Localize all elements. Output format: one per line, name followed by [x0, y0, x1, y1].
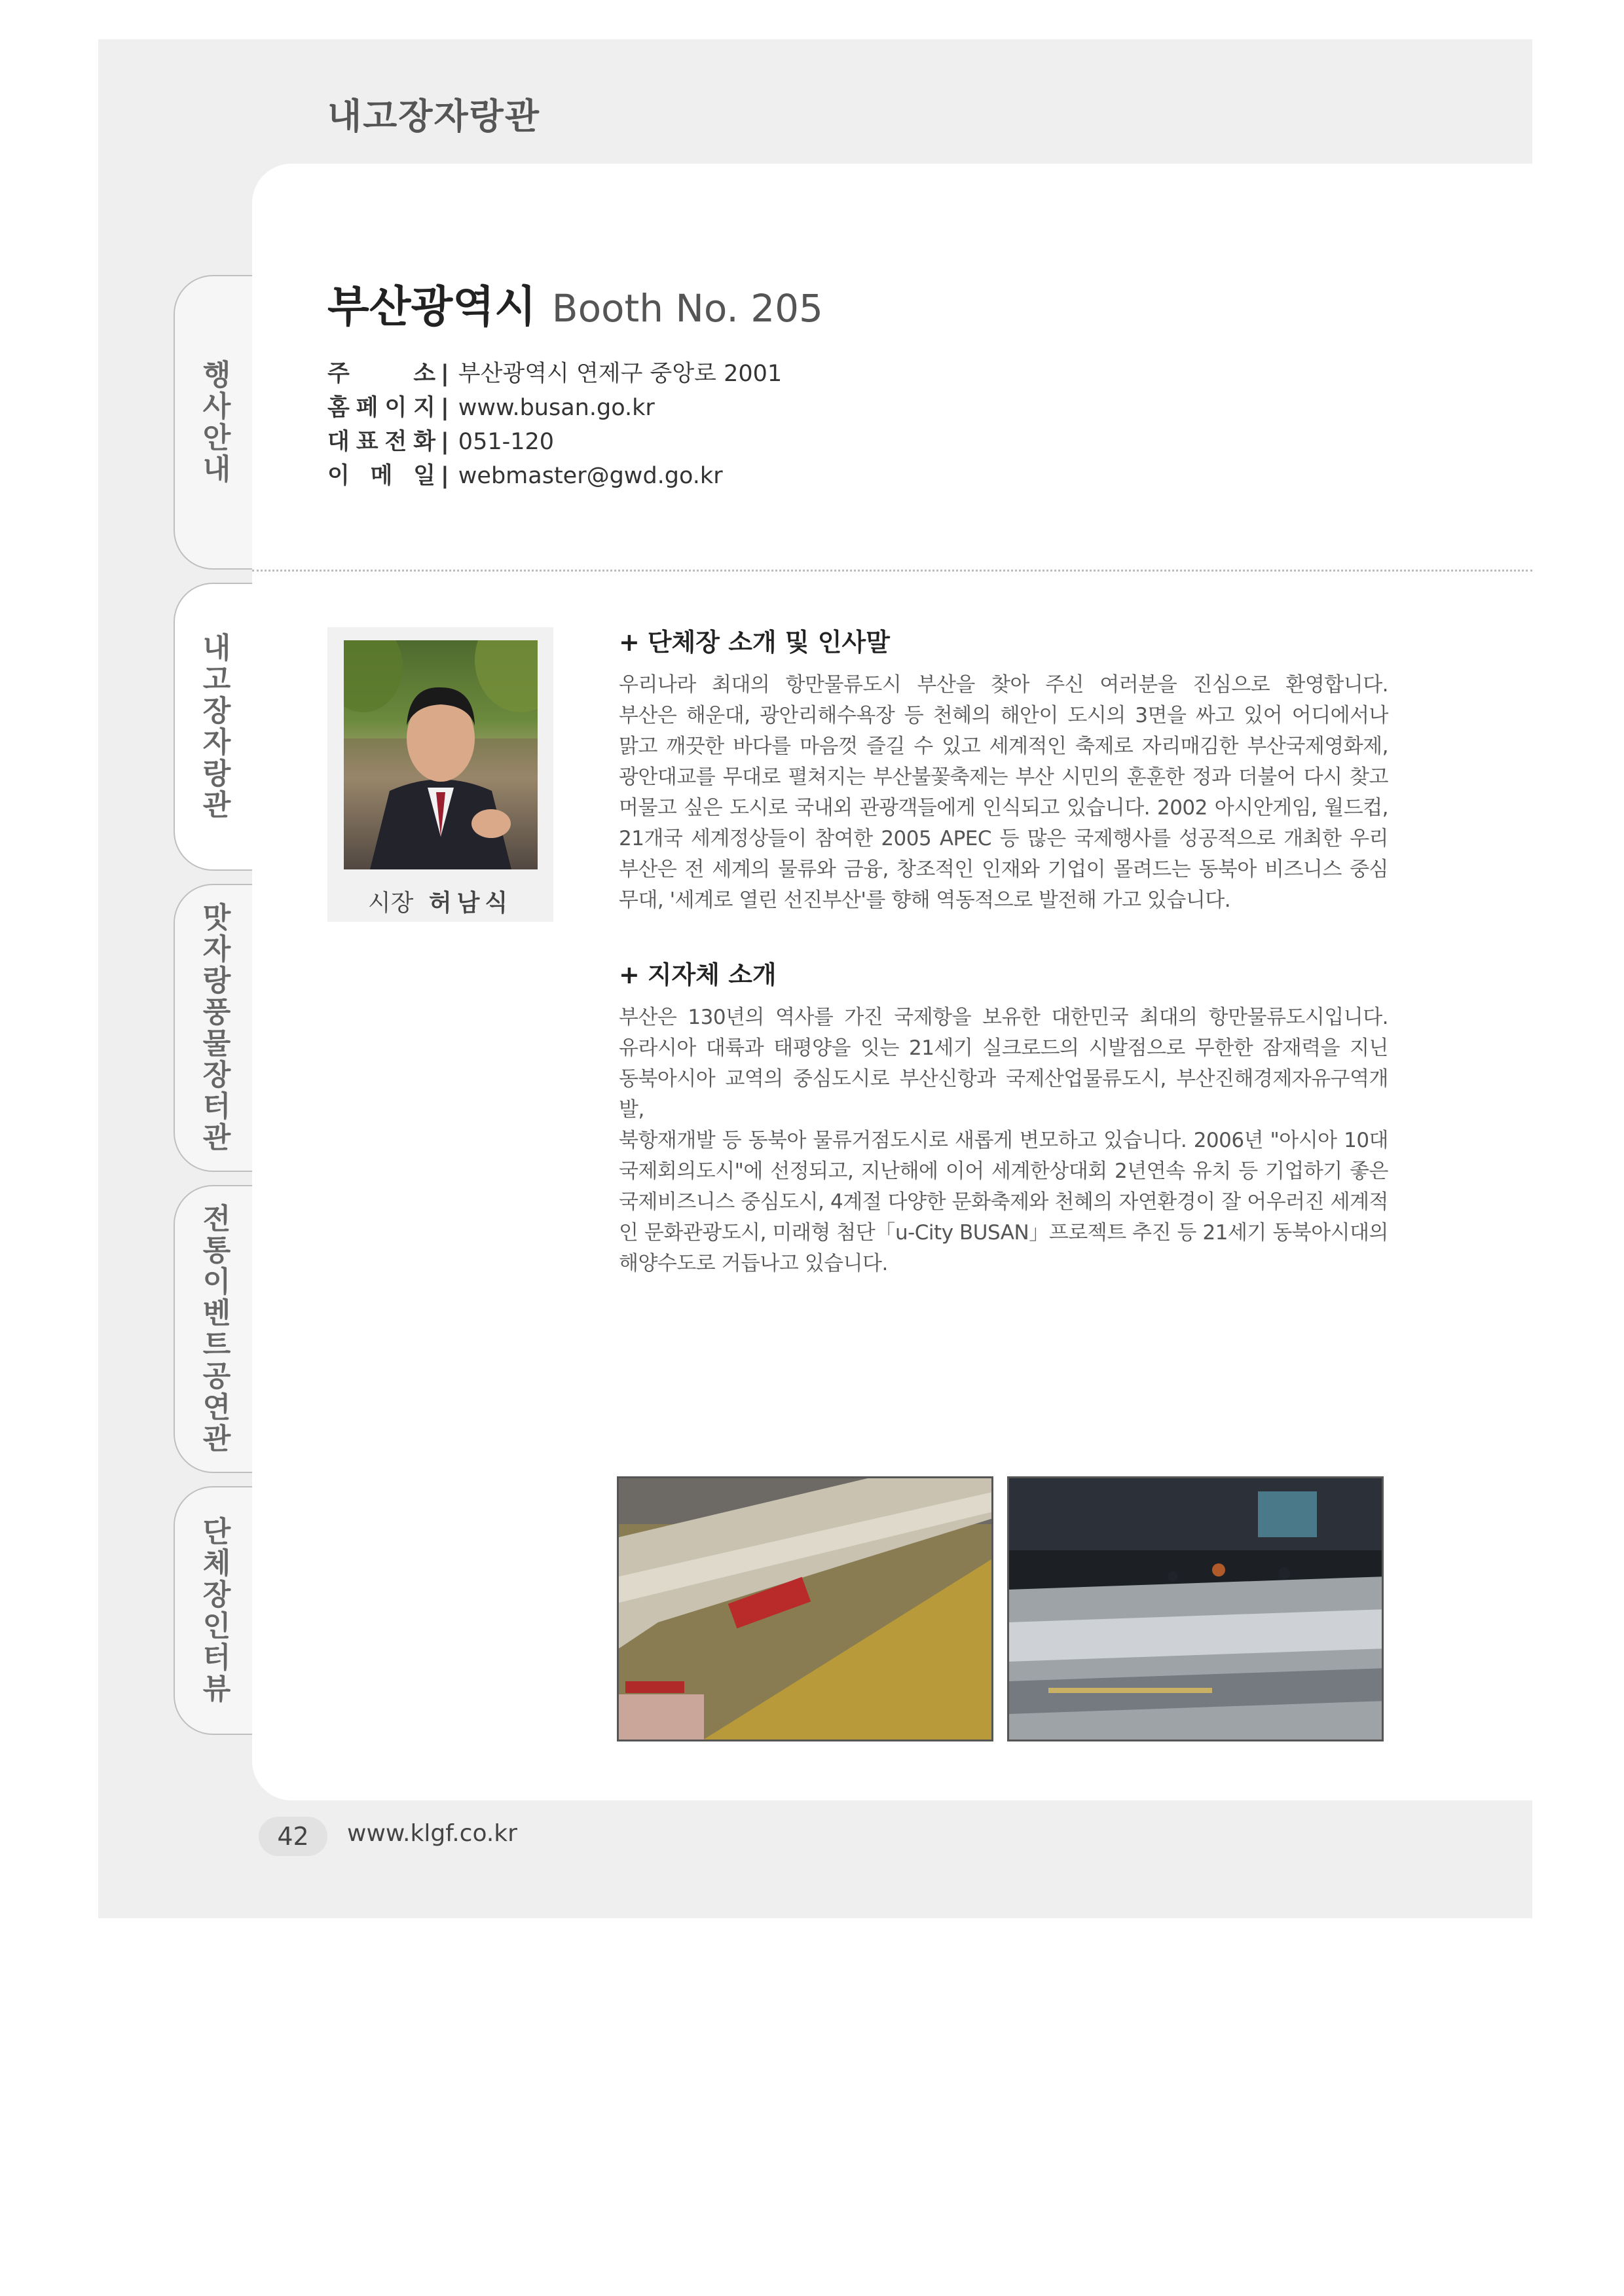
portrait-frame: [327, 627, 553, 922]
page-title: [327, 272, 823, 334]
greeting-heading: 단체장 소개 및 인사말: [647, 628, 890, 657]
page-number: 42: [259, 1817, 327, 1856]
tab-traditional-events[interactable]: [174, 1185, 252, 1473]
text-line: 부산은 해운대, 광안리해수욕장 등 천혜의 해안이 도시의 3면을 싸고 있어 어디에서나: [619, 704, 1388, 727]
plus-icon: +: [619, 960, 640, 989]
booth-name: 부산광역시: [327, 282, 536, 332]
info-value[interactable]: webmaster@gwd.go.kr: [458, 463, 723, 489]
portrait-caption: [327, 884, 553, 918]
text-line: 북항재개발 등 동북아 물류거점도시로 새롭게 변모하고 있습니다. 2006년 "아시아 10대: [619, 1129, 1388, 1152]
tab-label: 행사안내: [197, 359, 231, 485]
text-line: 인 문화관광도시, 미래형 첨단「u-City BUSAN」프로젝트 추진 등 21세기 동북아시대의: [619, 1221, 1388, 1245]
text-line: 동북아시아 교역의 중심도시로 부산신항과 국제산업물류도시, 부산진해경제자유구역개발,: [619, 1067, 1388, 1121]
plus-icon: +: [619, 628, 640, 657]
text-line: 부산은 130년의 역사를 가진 국제항을 보유한 대한민국 최대의 항만물류도시입니다.: [619, 1006, 1388, 1029]
fish-market-photo-aerial: [617, 1476, 993, 1741]
section-title: 내고장자랑관: [327, 96, 540, 137]
mayor-portrait: [344, 640, 538, 869]
info-separator: |: [441, 429, 449, 455]
info-value[interactable]: www.busan.go.kr: [458, 395, 655, 421]
fish-market-photo-floor: [1007, 1476, 1384, 1741]
info-key: 이 메 일: [327, 463, 435, 489]
info-key: 홈 페 이 지: [327, 395, 435, 421]
info-separator: |: [441, 463, 449, 489]
tab-food-market[interactable]: [174, 884, 252, 1172]
caption-name: 허남식: [428, 890, 513, 917]
info-value: 051-120: [458, 429, 555, 455]
tab-local-pride[interactable]: [174, 583, 252, 871]
text-line: 유라시아 대륙과 태평양을 잇는 21세기 실크로드의 시발점으로 무한한 잠재력을 지닌: [619, 1036, 1388, 1060]
text-line: 국제회의도시"에 선정되고, 지난해에 이어 세계한상대회 2년연속 유치 등 기업하기 좋은: [619, 1159, 1388, 1183]
tab-leader-interview[interactable]: [174, 1486, 252, 1735]
text-line: 국제비즈니스 중심도시, 4계절 다양한 문화축제와 천혜의 자연환경이 잘 어우러진 세계적: [619, 1190, 1388, 1214]
info-separator: |: [441, 395, 449, 421]
info-key: 대 표 전 화: [327, 429, 435, 455]
info-separator: |: [441, 361, 449, 387]
info-row-homepage: [327, 391, 782, 425]
divider: [252, 570, 1532, 572]
text-line: 부산은 전 세계의 물류와 금융, 창조적인 인재와 기업이 몰려드는 동북아 비즈니스 중심: [619, 858, 1388, 881]
section-heading: [619, 622, 1388, 658]
section-heading: [619, 955, 1388, 991]
text-line: 무대, '세계로 열린 선진부산'를 향해 역동적으로 발전해 가고 있습니다.: [619, 888, 1231, 912]
intro-section: [619, 955, 1388, 1279]
tab-label: 내고장자랑관: [197, 632, 231, 821]
text-line: 광안대교를 무대로 펼쳐지는 부산불꽃축제는 부산 시민의 훈훈한 정과 더불어 다시 찾고: [619, 765, 1388, 789]
footer-url[interactable]: www.klgf.co.kr: [347, 1820, 517, 1847]
greeting-text: [619, 670, 1388, 916]
tab-label: 단체장인터뷰: [197, 1516, 231, 1705]
contact-info: [327, 357, 782, 493]
booth-number: Booth No. 205: [551, 286, 823, 331]
greeting-section: [619, 622, 1388, 916]
text-line: 머물고 싶은 도시로 국내외 관광객들에게 인식되고 있습니다. 2002 아시안게임, 월드컵,: [619, 796, 1388, 820]
tab-event-info[interactable]: [174, 275, 252, 570]
text-line: 우리나라 최대의 항만물류도시 부산을 찾아 주신 여러분을 진심으로 환영합니다.: [619, 673, 1388, 697]
intro-text: [619, 1002, 1388, 1279]
text-line: 맑고 깨끗한 바다를 마음껏 즐길 수 있고 세계적인 축제로 자리매김한 부산국제영화제,: [619, 735, 1388, 758]
info-key: 주 소: [327, 361, 435, 387]
text-line: 해양수도로 거듭나고 있습니다.: [619, 1252, 888, 1275]
intro-heading: 지자체 소개: [647, 960, 777, 989]
text-line: 21개국 세계정상들이 참여한 2005 APEC 등 많은 국제행사를 성공적으로 개최한 우리: [619, 827, 1388, 850]
info-row-address: [327, 357, 782, 391]
info-row-phone: [327, 425, 782, 459]
info-value: 부산광역시 연제구 중앙로 2001: [458, 361, 783, 387]
info-row-email: [327, 459, 782, 493]
caption-title: 시장: [367, 890, 414, 917]
tab-label: 전통이벤트공연관: [197, 1203, 231, 1455]
tab-label: 맛자랑풍물장터관: [197, 902, 231, 1154]
